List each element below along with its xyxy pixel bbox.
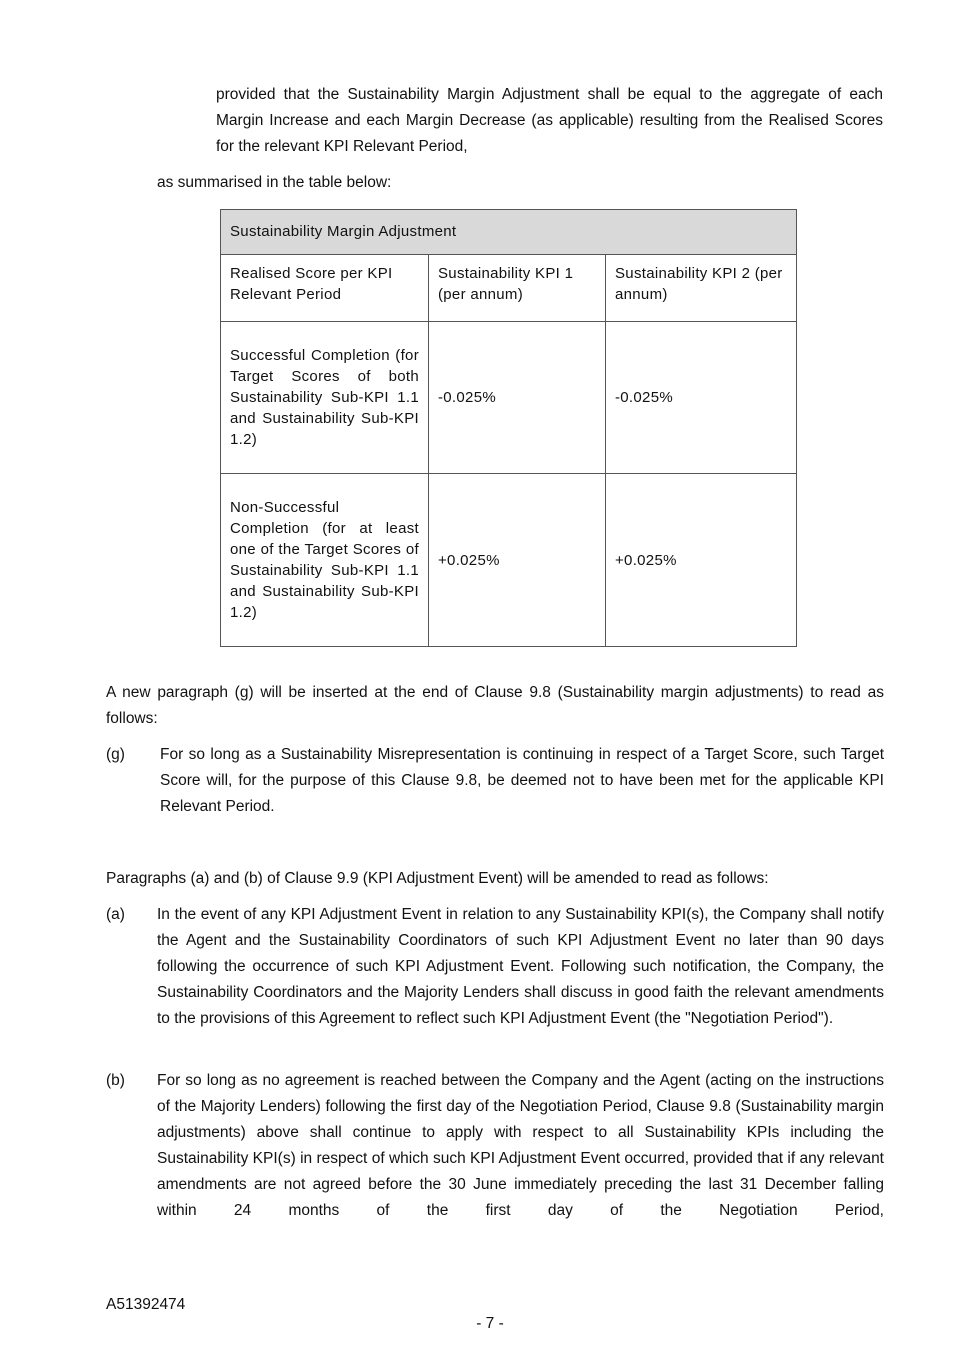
table-cell: Successful Completion (for Target Scores of both Sustainability Sub-KPI 1.1 and Sustainability Sub-KPI 1.2) — [221, 322, 429, 474]
table-cell: -0.025% — [606, 322, 797, 474]
margin-adjustment-table — [220, 209, 797, 647]
summary-lead: as summarised in the table below: — [157, 174, 392, 191]
para-g-text: For so long as a Sustainability Misrepresentation is continuing in respect of a Target Score, such Target Score will, for the purpose of this Clause 9.8, be deemed not to have been met for the applicable KPI Relevant Period. — [160, 746, 884, 815]
amend-intro: Paragraphs (a) and (b) of Clause 9.9 (KPI Adjustment Event) will be amended to read as follows: — [106, 870, 769, 887]
table-cell: Non-Successful Completion (for at least one of the Target Scores of Sustainability Sub-KPI 1.1 and Sustainability Sub-KPI 1.2) — [221, 474, 429, 647]
new-paragraph-intro: A new paragraph (g) will be inserted at the end of Clause 9.8 (Sustainability margin adjustments) to read as follows: — [106, 684, 884, 727]
table-cell: +0.025% — [606, 474, 797, 647]
table-cell: +0.025% — [429, 474, 606, 647]
document-reference: A51392474 — [106, 1296, 186, 1313]
para-a-label: (a) — [106, 906, 125, 923]
table-cell: -0.025% — [429, 322, 606, 474]
page-number: - 7 - — [476, 1315, 504, 1332]
table-header: Sustainability KPI 1 (per annum) — [429, 255, 606, 322]
para-b-label: (b) — [106, 1072, 125, 1089]
para-a-text: In the event of any KPI Adjustment Event in relation to any Sustainability KPI(s), the Company shall notify the Agent and the Sustainability Coordinators of such KPI Adjustment Event no later than 90 days following the occurrence of such KPI Adjustment Event. Following such notification, the Company, the Sustainability Coordinators and the Majority Lenders shall discuss in good faith the relevant amendments to the provisions of this Agreement to reflect such KPI Adjustment Event (the "Negotiation Period"). — [157, 906, 884, 1027]
table-row — [221, 322, 797, 474]
para-b-text: For so long as no agreement is reached between the Company and the Agent (acting on the instructions of the Majority Lenders) following the first day of the Negotiation Period, Clause 9.8 (Sustainability margin adjustments) above shall continue to apply with respect to all Sustainability KPIs including the Sustainability KPI(s) in respect of which such KPI Adjustment Event occurred, provided that if any relevant amendments are not agreed before the 30 June immediately preceding the last 31 December falling within 24 months of the first day of the Negotiation Period, — [157, 1072, 884, 1219]
table-header: Sustainability KPI 2 (per annum) — [606, 255, 797, 322]
table-title: Sustainability Margin Adjustment — [221, 210, 797, 255]
table-row — [221, 474, 797, 647]
para-g-label: (g) — [106, 746, 125, 763]
table-header: Realised Score per KPI Relevant Period — [221, 255, 429, 322]
intro-paragraph: provided that the Sustainability Margin Adjustment shall be equal to the aggregate of each Margin Increase and each Margin Decrease (as applicable) resulting from the Realised Scores for the relevant KPI Relevant Period, — [216, 86, 883, 155]
